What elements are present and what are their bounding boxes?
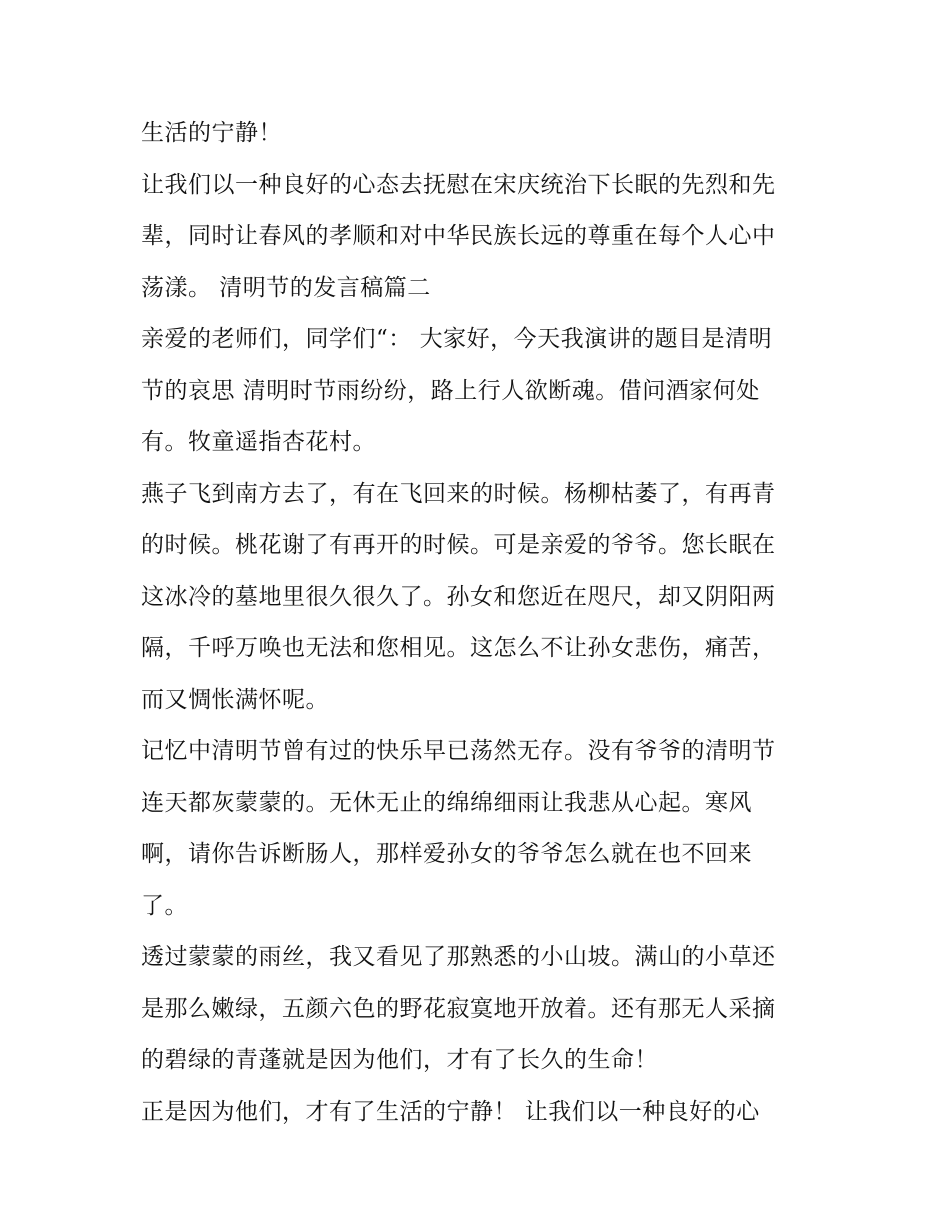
text-line: 隔，千呼万唤也无法和您相见。这怎么不让孙女悲伤，痛苦， xyxy=(141,635,776,661)
text-line: 记忆中清明节曾有过的快乐早已荡然无存。没有爷爷的清明节 xyxy=(141,738,776,764)
text-line: 透过蒙蒙的雨丝，我又看见了那熟悉的小山坡。满山的小草还 xyxy=(141,944,776,970)
text-line: 的碧绿的青蓬就是因为他们，才有了长久的生命！ xyxy=(141,1047,658,1073)
text-line: 生活的宁静！ xyxy=(141,120,282,146)
text-line: 亲爱的老师们，同学们“： 大家好，今天我演讲的题目是清明 xyxy=(141,326,773,352)
text-line: 辈，同时让春风的孝顺和对中华民族长远的尊重在每个人心中 xyxy=(141,223,776,249)
text-line: 让我们以一种良好的心态去抚慰在宋庆统治下长眠的先烈和先 xyxy=(141,171,776,198)
text-line: 这冰冷的墓地里很久很久了。孙女和您近在咫尺，却又阴阳两 xyxy=(141,583,776,610)
text-line: 正是因为他们，才有了生活的宁静！ 让我们以一种良好的心 xyxy=(141,1098,760,1125)
document-body xyxy=(141,108,821,1138)
text-line: 有。牧童遥指杏花村。 xyxy=(141,429,376,455)
text-line: 了。 xyxy=(141,892,188,919)
text-line: 节的哀思 清明时节雨纷纷，路上行人欲断魂。借问酒家何处 xyxy=(141,377,760,404)
text-line: 燕子飞到南方去了，有在飞回来的时候。杨柳枯萎了，有再青 xyxy=(141,480,776,507)
text-line: 啊，请你告诉断肠人，那样爱孙女的爷爷怎么就在也不回来 xyxy=(141,841,752,867)
text-line: 而又惆怅满怀呢。 xyxy=(141,686,329,713)
text-line: 的时候。桃花谢了有再开的时候。可是亲爱的爷爷。您长眠在 xyxy=(141,532,776,558)
text-line: 是那么嫩绿，五颜六色的野花寂寞地开放着。还有那无人采摘 xyxy=(141,995,776,1022)
text-line: 连天都灰蒙蒙的。无休无止的绵绵细雨让我悲从心起。寒风 xyxy=(141,789,752,816)
text-line: 荡漾。 清明节的发言稿篇二 xyxy=(141,274,431,301)
